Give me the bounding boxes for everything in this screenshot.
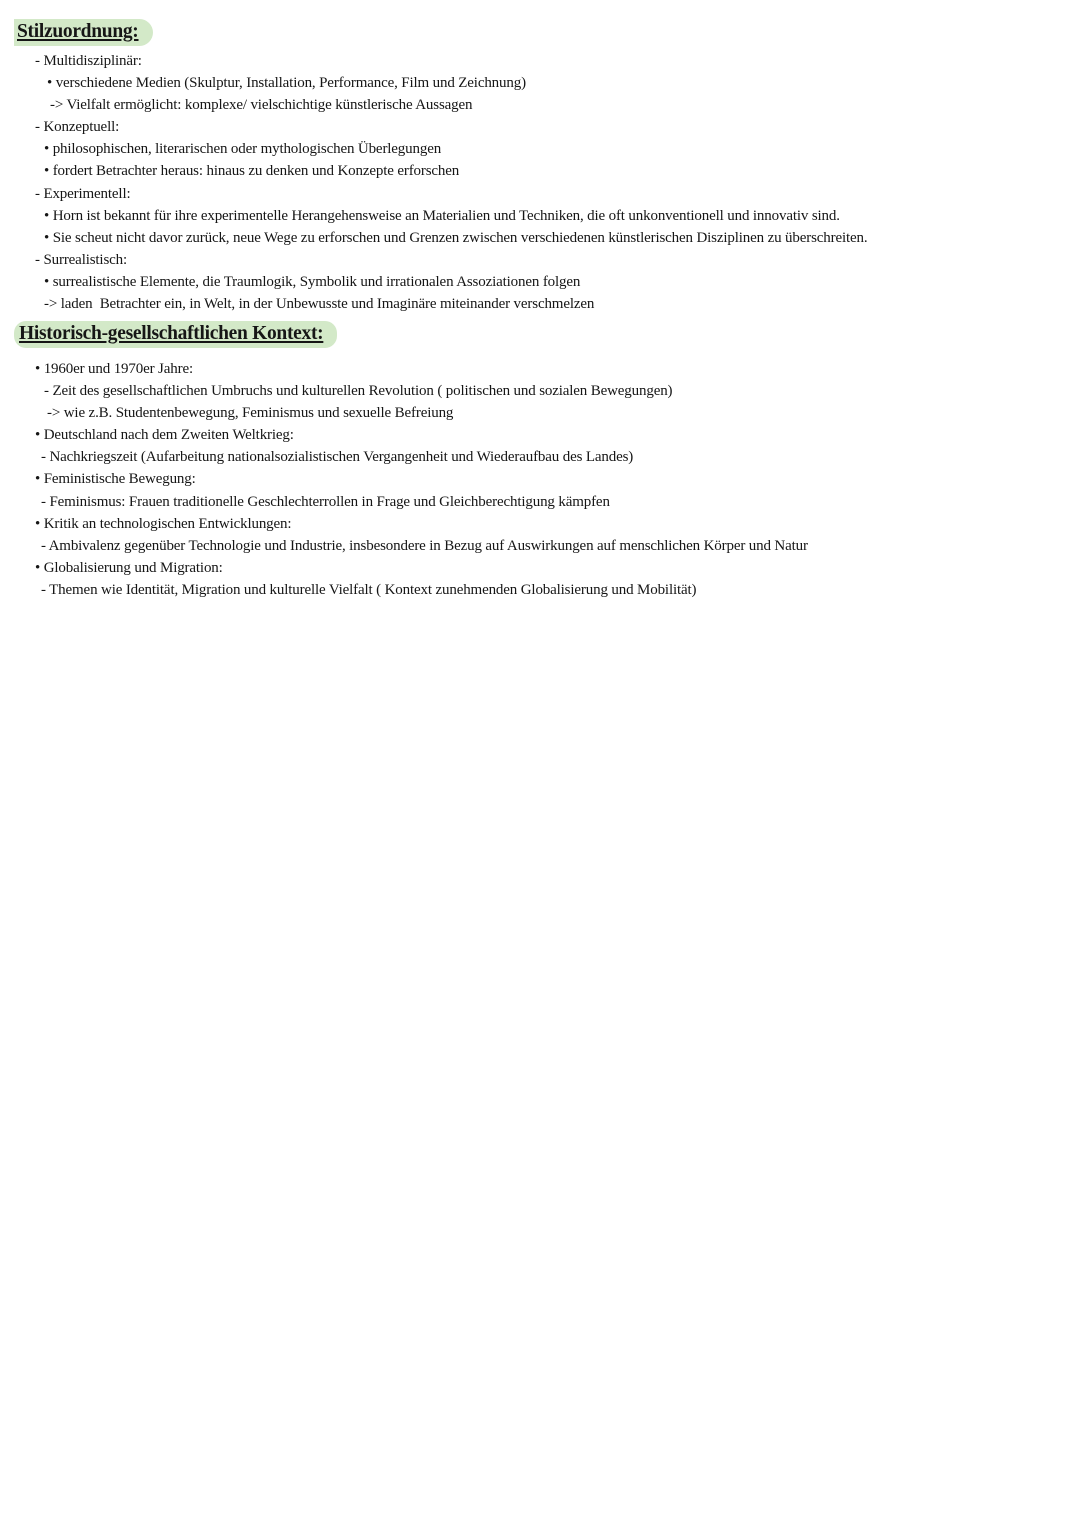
- list-item: -> Vielfalt ermöglicht: komplexe/ vielschichtige künstlerische Aussagen: [50, 97, 473, 114]
- list-item: - Surrealistisch:: [35, 251, 128, 268]
- list-item: - Nachkriegszeit (Aufarbeitung nationalsozialistischen Vergangenheit und Wiederaufbau des Landes): [41, 449, 634, 466]
- heading-stilzuordnung: Stilzuordnung:: [14, 19, 153, 46]
- list-item: • 1960er und 1970er Jahre:: [35, 361, 193, 377]
- list-item: - Ambivalenz gegenüber Technologie und Industrie, insbesondere in Bezug auf Auswirkungen auf menschlichen Körper und Natur: [41, 537, 808, 554]
- list-item: • fordert Betrachter heraus: hinaus zu denken und Konzepte erforschen: [44, 163, 460, 180]
- list-item: • surrealistische Elemente, die Traumlogik, Symbolik und irrationalen Assoziationen folgen: [44, 273, 581, 290]
- list-item: • Sie scheut nicht davor zurück, neue Wege zu erforschen und Grenzen zwischen verschiedenen künstlerischen Disziplinen zu überschreiten.: [44, 229, 868, 246]
- list-item: -> laden Betrachter ein, in Welt, in der Unbewusste und Imaginäre miteinander verschmelzen: [44, 296, 595, 313]
- section-stilzuordnung: [0, 50, 1080, 315]
- section-historischer-kontext: [0, 358, 1080, 601]
- list-item: • verschiedene Medien (Skulptur, Installation, Performance, Film und Zeichnung): [47, 75, 526, 92]
- list-item: • philosophischen, literarischen oder mythologischen Überlegungen: [44, 141, 442, 158]
- list-item: • Globalisierung und Migration:: [35, 559, 223, 576]
- list-item: • Horn ist bekannt für ihre experimentelle Herangehensweise an Materialien und Techniken, die oft unkonventionell und innovativ sind.: [44, 207, 840, 224]
- list-item: • Deutschland nach dem Zweiten Weltkrieg:: [35, 427, 294, 444]
- list-item: - Feminismus: Frauen traditionelle Geschlechterrollen in Frage und Gleichberechtigung kämpfen: [41, 493, 610, 510]
- list-item: • Feministische Bewegung:: [35, 471, 196, 488]
- list-item: - Multidisziplinär:: [35, 53, 142, 69]
- list-item: - Experimentell:: [35, 185, 131, 202]
- list-item: - Zeit des gesellschaftlichen Umbruchs und kulturellen Revolution ( politischen und sozialen Bewegungen): [44, 383, 673, 400]
- list-item: • Kritik an technologischen Entwicklungen:: [35, 515, 292, 532]
- list-item: - Konzeptuell:: [35, 119, 120, 136]
- list-item: -> wie z.B. Studentenbewegung, Feminismus und sexuelle Befreiung: [47, 405, 454, 422]
- list-item: - Themen wie Identität, Migration und kulturelle Vielfalt ( Kontext zunehmenden Globalisierung und Mobilität): [41, 581, 697, 598]
- heading-historischer-kontext: Historisch-gesellschaftlichen Kontext:: [14, 321, 337, 348]
